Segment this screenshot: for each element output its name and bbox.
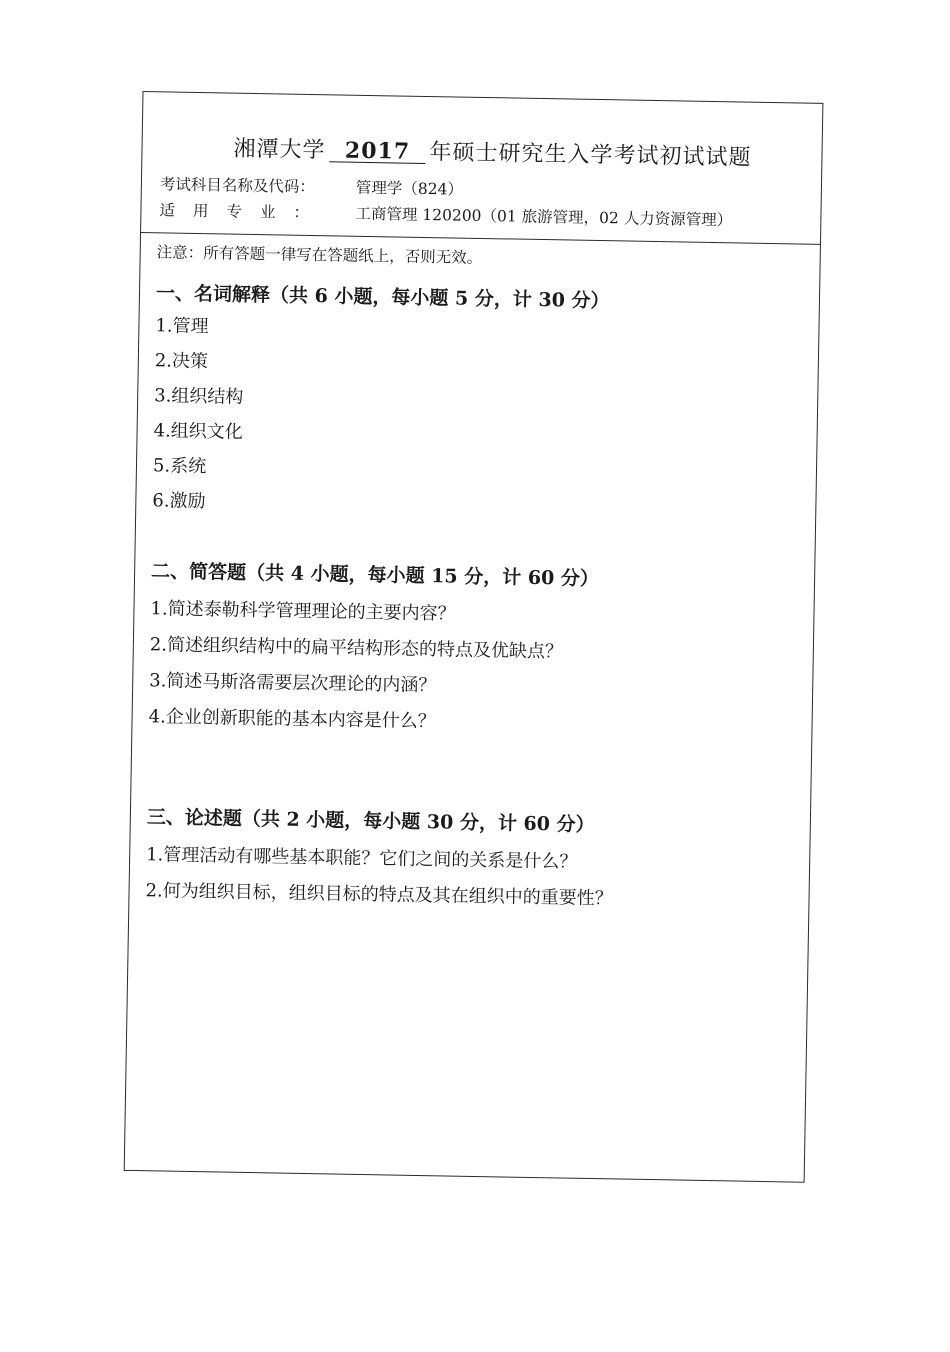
subject-value: 管理学（824） xyxy=(355,178,464,199)
major-value: 工商管理 120200（01 旅游管理，02 人力资源管理） xyxy=(355,204,733,230)
university-name: 湘潭大学 xyxy=(233,136,326,164)
list-item: 2.简述组织结构中的扁平结构形态的特点及优缺点？ xyxy=(149,634,564,663)
list-item: 5.系统 xyxy=(152,455,207,478)
list-item: 1.管理 xyxy=(155,315,209,338)
section-heading-3: 三、论述题（共 2 小题，每小题 30 分，计 60 分） xyxy=(146,806,595,837)
major-label: 适用专业： xyxy=(159,201,328,223)
list-item: 1.管理活动有哪些基本职能？它们之间的关系是什么？ xyxy=(146,844,578,873)
list-item: 6.激励 xyxy=(152,490,206,513)
exam-notice: 注意：所有答题一律写在答题纸上，否则无效。 xyxy=(156,243,483,267)
list-item: 1.简述泰勒科学管理理论的主要内容？ xyxy=(150,598,456,625)
section-heading-2: 二、简答题（共 4 小题，每小题 15 分，计 60 分） xyxy=(150,560,600,591)
subject-label: 考试科目名称及代码： xyxy=(159,175,316,197)
exam-year: 2017 xyxy=(329,139,425,164)
list-item: 4.企业创新职能的基本内容是什么？ xyxy=(148,706,436,733)
list-item: 3.组织结构 xyxy=(154,385,244,408)
section-heading-1: 一、名词解释（共 6 小题，每小题 5 分，计 30 分） xyxy=(155,282,610,313)
list-item: 4.组织文化 xyxy=(153,420,243,443)
title-suffix: 年硕士研究生入学考试初试试题 xyxy=(429,140,752,171)
list-item: 2.决策 xyxy=(154,350,209,373)
list-item: 3.简述马斯洛需要层次理论的内涵？ xyxy=(149,670,437,697)
list-item: 2.何为组织目标，组织目标的特点及其在组织中的重要性？ xyxy=(145,880,613,910)
